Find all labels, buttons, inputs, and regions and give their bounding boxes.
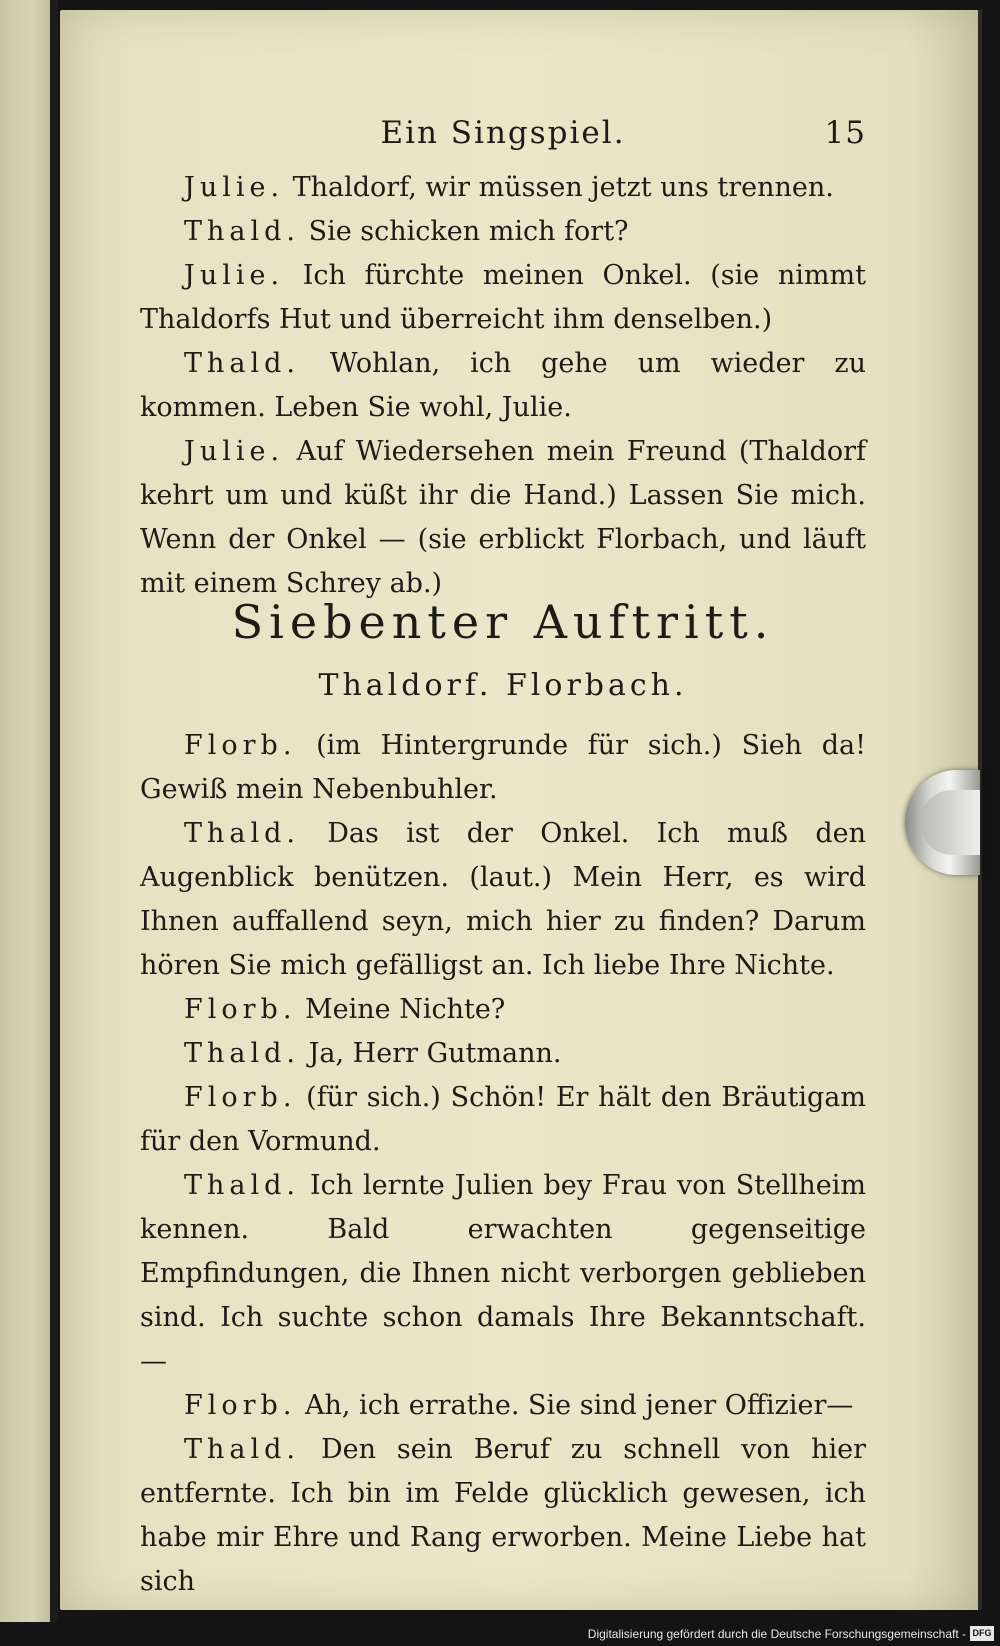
line-text: Sie schicken mich fort?	[308, 216, 629, 247]
line-text: Thaldorf, wir müssen jetzt uns trennen.	[292, 172, 834, 203]
speaker-name: Thald.	[184, 818, 300, 849]
line-text: Ich fürchte meinen Onkel. (sie nimmt Thaldorfs Hut und überreicht ihm denselben.)	[140, 260, 866, 335]
funding-credit: Digitalisierung gefördert durch die Deutsche Forschungsgemeinschaft -	[587, 1627, 966, 1641]
dialogue-line	[140, 724, 866, 812]
line-text: Meine Nichte?	[305, 994, 506, 1025]
line-text: Ah, ich errathe. Sie sind jener Offizier—	[305, 1390, 854, 1421]
dialogue-block-1	[140, 166, 866, 606]
dialogue-line	[140, 1384, 866, 1428]
dfg-logo: DFG	[970, 1626, 994, 1641]
line-text: Wohlan, ich gehe um wieder zu kommen. Leben Sie wohl, Julie.	[140, 348, 866, 423]
dialogue-line	[140, 1076, 866, 1164]
dialogue-line	[140, 1164, 866, 1384]
dialogue-line	[140, 210, 866, 254]
speaker-name: Florb.	[184, 994, 297, 1025]
speaker-name: Julie.	[184, 436, 285, 467]
line-text: (im Hintergrunde für sich.) Sieh da! Gewiß mein Nebenbuhler.	[140, 730, 867, 805]
speaker-name: Thald.	[184, 216, 300, 247]
book-gutter	[50, 0, 58, 1646]
scene-persons: Thaldorf. Florbach.	[318, 668, 688, 703]
dialogue-line	[140, 1428, 866, 1604]
dialogue-line	[140, 812, 866, 988]
line-text: Auf Wiedersehen mein Freund (Thaldorf kehrt um und küßt ihr die Hand.) Lassen Sie mich. Wenn der Onkel — (sie erblickt Florbach, und läuft mit einem Schrey ab.)	[140, 436, 866, 599]
dialogue-block-2	[140, 724, 866, 1604]
speaker-name: Thald.	[184, 1434, 300, 1465]
metal-clip-inner	[920, 790, 980, 855]
line-text: Ich lernte Julien bey Frau von Stellheim kennen. Bald erwachten gegenseitige Empfindungen, die Ihnen nicht verborgen geblieben sind. Ich suchte schon damals Ihre Bekanntschaft. —	[140, 1170, 866, 1377]
dialogue-line	[140, 1032, 866, 1076]
dialogue-line	[140, 166, 866, 210]
line-text: Das ist der Onkel. Ich muß den Augenblick benützen. (laut.) Mein Herr, es wird Ihnen auffallend seyn, mich hier zu finden? Darum hören Sie mich gefälligst an. Ich liebe Ihre Nichte.	[140, 818, 866, 981]
speaker-name: Julie.	[184, 172, 285, 203]
speaker-name: Florb.	[184, 1082, 297, 1113]
speaker-name: Florb.	[184, 730, 297, 761]
speaker-name: Thald.	[184, 348, 300, 379]
line-text: (für sich.) Schön! Er hält den Bräutigam für den Vormund.	[140, 1082, 866, 1157]
dialogue-line	[140, 254, 866, 342]
line-text: Ja, Herr Gutmann.	[308, 1038, 562, 1069]
speaker-name: Julie.	[184, 260, 285, 291]
speaker-name: Thald.	[184, 1170, 300, 1201]
line-text: Den sein Beruf zu schnell von hier entfernte. Ich bin im Felde glücklich gewesen, ich habe mir Ehre und Rang erworben. Meine Liebe hat sich	[140, 1434, 867, 1597]
dialogue-line	[140, 988, 866, 1032]
speaker-name: Florb.	[184, 1390, 297, 1421]
dialogue-line	[140, 342, 866, 430]
scene-heading: Siebenter Auftritt.	[231, 595, 775, 649]
running-head-title: Ein Singspiel.	[380, 115, 626, 151]
dialogue-line	[140, 430, 866, 606]
speaker-name: Thald.	[184, 1038, 300, 1069]
running-head	[140, 115, 866, 159]
page-number: 15	[824, 115, 866, 151]
